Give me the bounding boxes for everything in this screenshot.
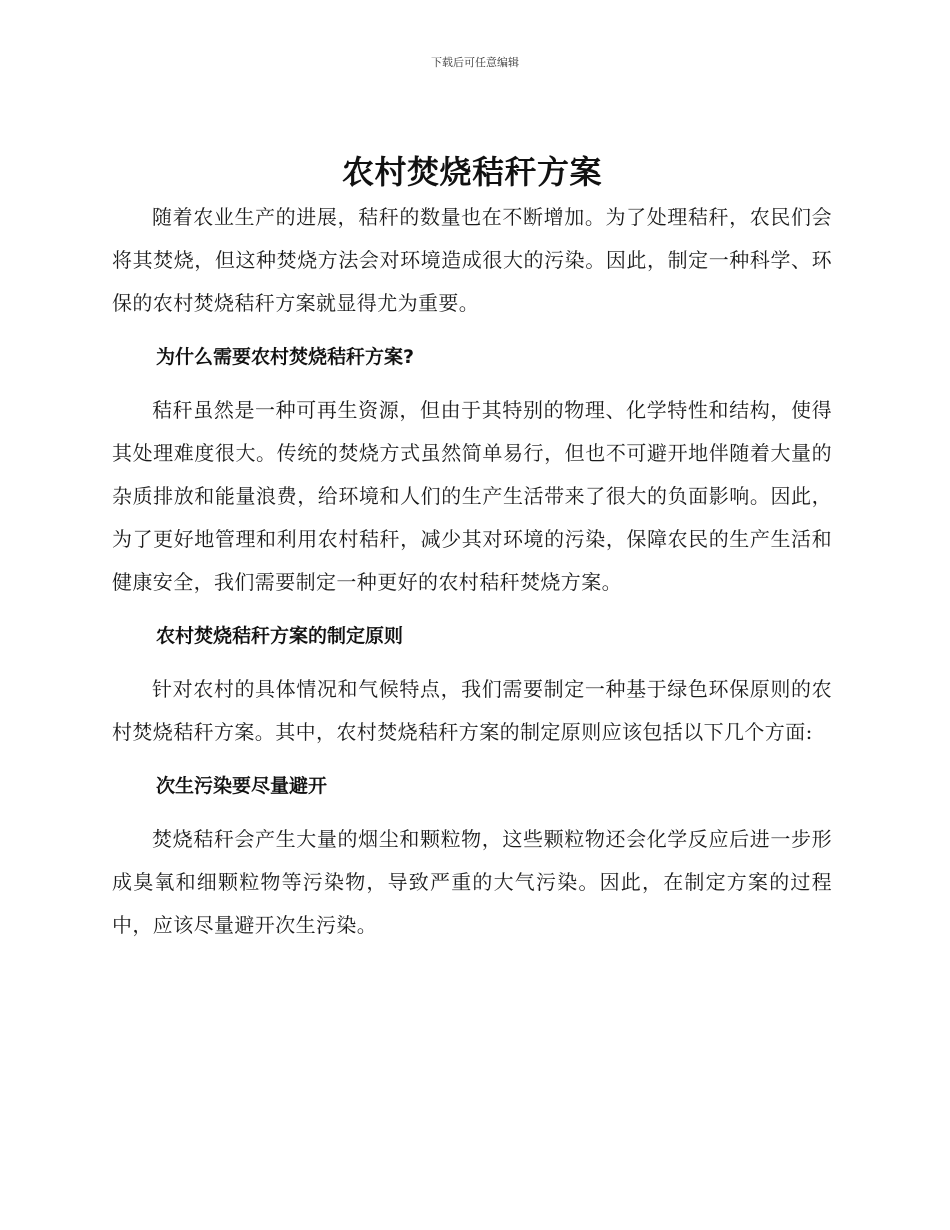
section-paragraph: 秸秆虽然是一种可再生资源，但由于其特别的物理、化学特性和结构，使得其处理难度很大。传统的焚烧方式虽然简单易行，但也不可避开地伴随着大量的杂质排放和能量浪费，给环境和人们的生产生活带来了很大的负面影响。因此，为了更好地管理和利用农村秸秆，减少其对环境的污染，保障农民的生产生活和健康安全，我们需要制定一种更好的农村秸秆焚烧方案。 — [112, 398, 832, 594]
section-paragraph: 针对农村的具体情况和气候特点，我们需要制定一种基于绿色环保原则的农村焚烧秸秆方案。其中，农村焚烧秸秆方案的制定原则应该包括以下几个方面: — [112, 677, 832, 744]
section-heading: 次生污染要尽量避开 — [156, 775, 328, 797]
section-why-needed — [112, 336, 832, 604]
section-principles — [112, 615, 832, 754]
header-note: 下载后可任意编辑 — [431, 56, 519, 69]
section-heading: 农村焚烧秸秆方案的制定原则 — [156, 625, 404, 647]
section-paragraph: 焚烧秸秆会产生大量的烟尘和颗粒物，这些颗粒物还会化学反应后进一步形成臭氧和细颗粒物等污染物，导致严重的大气污染。因此，在制定方案的过程中，应该尽量避开次生污染。 — [112, 827, 832, 937]
intro-paragraph: 随着农业生产的进展，秸秆的数量也在不断增加。为了处理秸秆，农民们会将其焚烧，但这种焚烧方法会对环境造成很大的污染。因此，制定一种科学、环保的农村焚烧秸秆方案就显得尤为重要。 — [112, 205, 832, 315]
section-avoid-secondary-pollution — [112, 765, 832, 947]
document-title: 农村焚烧秸秆方案 — [341, 153, 602, 191]
section-heading: 为什么需要农村焚烧秸秆方案? — [156, 346, 415, 368]
document-body — [112, 150, 832, 947]
